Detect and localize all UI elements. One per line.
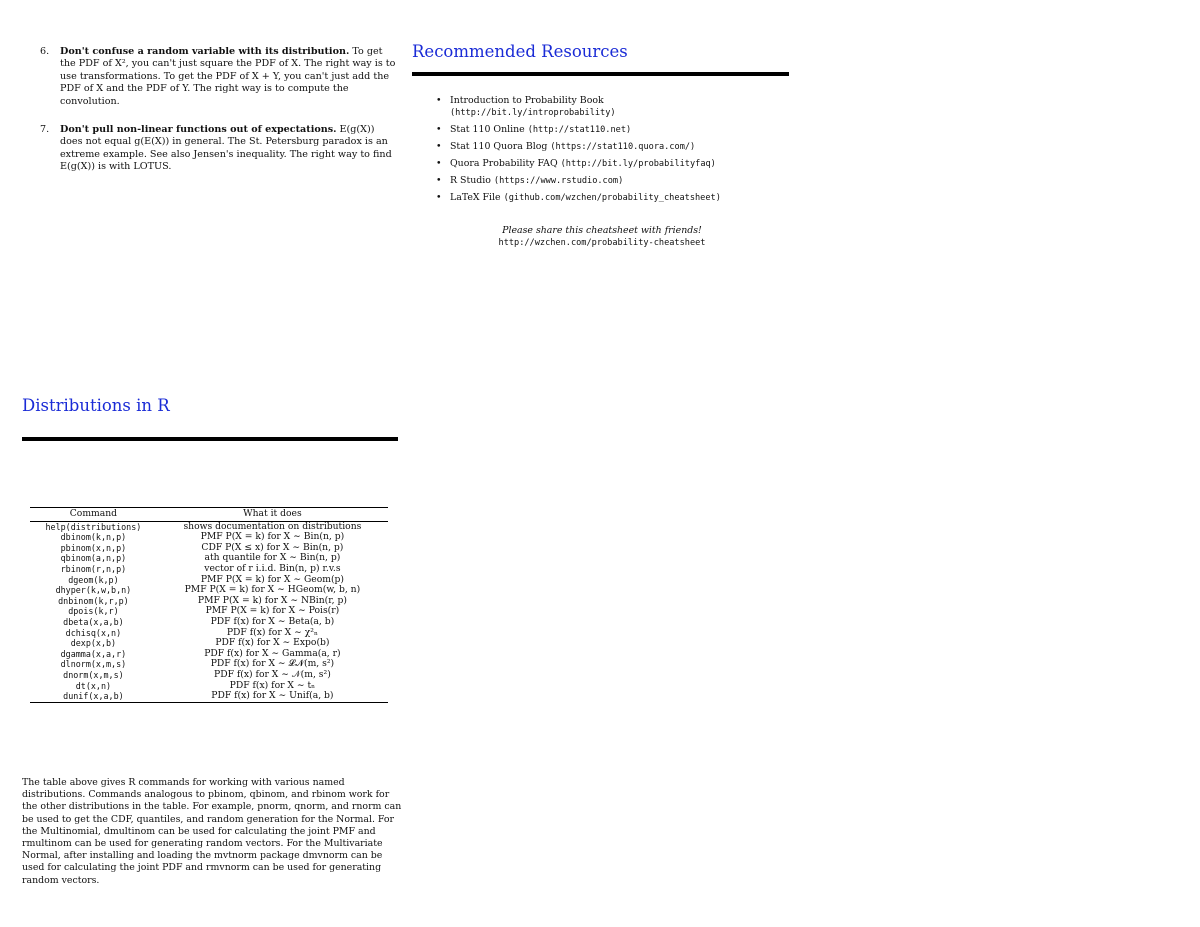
command-cell: dnorm(x,m,s)	[63, 669, 124, 680]
description-cell: PDF f(x) for X ∼ 𝓛𝓝(m, s²)	[210, 658, 335, 670]
pitfall-heading: Don't pull non-linear functions out of expectations.	[60, 124, 337, 136]
pitfall-number: 6.	[40, 46, 50, 57]
resource-url[interactable]: (http://bit.ly/introprobability)	[450, 108, 616, 118]
description-cell: PDF f(x) for X ∼ Expo(b)	[215, 637, 330, 649]
description-cell: PMF P(X = k) for X ∼ Geom(p)	[200, 573, 345, 585]
pitfall-body: To get the PDF of X², you can't just square the PDF of X. The right way is to use transformations. To get the PDF of X + Y, you can't just add the PDF of X and the PDF of Y. The right way is to compute the convolution.	[60, 46, 396, 107]
description-cell: CDF P(X ≤ x) for X ∼ Bin(n, p)	[201, 541, 344, 553]
command-cell: dnbinom(k,r,p)	[58, 595, 129, 606]
description-cell: PDF f(x) for X ∼ Beta(a, b)	[210, 615, 335, 627]
table-row	[30, 670, 388, 681]
description-cell: PMF P(X = k) for X ∼ HGeom(w, b, n)	[184, 584, 361, 596]
table-row	[30, 691, 388, 702]
command-cell: dhyper(k,w,b,n)	[55, 585, 132, 596]
resource-item[interactable]	[436, 175, 796, 187]
column-header-description: What it does	[157, 508, 388, 522]
description-cell: PDF f(x) for X ∼ χ²ₙ	[226, 626, 318, 638]
bullet-icon: •	[436, 141, 442, 152]
command-cell: dchisq(x,n)	[65, 627, 122, 638]
pitfall-heading: Don't confuse a random variable with its distribution.	[60, 46, 350, 57]
column-header-command: Command	[30, 508, 157, 522]
command-cell: dt(x,n)	[75, 680, 112, 691]
resource-label: Introduction to Probability Book	[450, 95, 604, 106]
resource-url[interactable]: (http://bit.ly/probabilityfaq)	[560, 159, 716, 169]
command-cell: rbinom(r,n,p)	[60, 563, 127, 574]
resource-item[interactable]	[436, 141, 796, 153]
bullet-icon: •	[436, 192, 442, 203]
resource-label: LaTeX File	[450, 192, 501, 203]
description-cell: PMF P(X = k) for X ∼ NBin(r, p)	[197, 594, 347, 606]
table-row	[30, 606, 388, 617]
table-row	[30, 564, 388, 575]
bullet-icon: •	[436, 124, 442, 135]
distributions-table	[30, 507, 388, 703]
pitfalls-section	[22, 46, 400, 190]
description-cell: shows documentation on distributions	[183, 520, 362, 532]
command-cell: qbinom(a,n,p)	[60, 553, 127, 564]
pitfall-body: E(g(X)) does not equal g(E(X)) in general. The St. Petersburg paradox is an extreme example. See also Jensen's inequality. The right way to find E(g(X)) is with LOTUS.	[60, 124, 392, 173]
resource-url[interactable]: (https://stat110.quora.com/)	[550, 142, 696, 152]
resource-label: Stat 110 Quora Blog	[450, 141, 548, 152]
table-row	[30, 649, 388, 660]
bullet-icon: •	[436, 158, 442, 169]
resource-item[interactable]	[436, 158, 796, 170]
table-row	[30, 659, 388, 670]
share-url[interactable]: http://wzchen.com/probability-cheatsheet	[498, 238, 706, 248]
command-cell: pbinom(x,n,p)	[60, 542, 127, 553]
pitfall-item	[22, 124, 400, 174]
description-cell: PDF f(x) for X ∼ Unif(a, b)	[157, 691, 388, 702]
description-cell: PMF P(X = k) for X ∼ Bin(n, p)	[200, 531, 345, 543]
description-cell: PDF f(x) for X ∼ 𝒩(m, s²)	[214, 668, 331, 680]
pitfalls-list	[22, 46, 400, 174]
description-cell: ath quantile for X ∼ Bin(n, p)	[204, 552, 341, 564]
resources-title: Recommended Resources	[412, 42, 628, 61]
command-cell: dlnorm(x,m,s)	[60, 659, 127, 670]
description-cell: vector of r i.i.d. Bin(n, p) r.v.s	[204, 562, 341, 574]
share-note	[412, 225, 792, 249]
resource-label: Quora Probability FAQ	[450, 158, 558, 169]
resource-item[interactable]	[436, 95, 796, 119]
table-row	[30, 617, 388, 628]
command-cell: dbeta(x,a,b)	[63, 616, 124, 627]
command-cell: dgeom(k,p)	[68, 574, 119, 585]
command-cell: dgamma(x,a,r)	[60, 648, 127, 659]
table-body	[30, 521, 388, 702]
command-cell: dpois(k,r)	[68, 606, 119, 617]
bullet-icon: •	[436, 95, 442, 106]
section-rule	[412, 72, 789, 76]
command-cell: dbinom(k,n,p)	[60, 532, 127, 543]
table-header-row	[30, 508, 388, 522]
description-cell: PDF f(x) for X ∼ tₙ	[229, 679, 316, 691]
command-cell: dunif(x,a,b)	[30, 691, 157, 702]
pitfall-number: 7.	[40, 124, 50, 136]
pitfall-item	[22, 46, 400, 108]
resource-label: R Studio	[450, 175, 491, 186]
command-cell: dexp(x,b)	[70, 638, 117, 649]
bullet-icon: •	[436, 175, 442, 186]
resource-label: Stat 110 Online	[450, 124, 525, 135]
resource-url[interactable]: (github.com/wzchen/probability_cheatsheet)	[503, 193, 721, 203]
section-rule	[22, 437, 398, 441]
command-cell: help(distributions)	[45, 521, 142, 532]
resource-item[interactable]	[436, 192, 796, 204]
resource-url[interactable]: (http://stat110.net)	[527, 125, 632, 135]
distributions-paragraph: The table above gives R commands for working with various named distributions. Commands analogous to pbinom, qbinom, and rbinom work for the other distributions in the table. For example, pnorm, qnorm, and rnorm can be used to get the CDF, quantiles, and random generation for the Normal. For the Multinomial, dmultinom can be used for calculating the joint PMF and rmultinom can be used for generating random vectors. For the Multivariate Normal, after installing and loading the mvtnorm package dmvnorm can be used for calculating the joint PDF and rmvnorm can be used for generating random vectors.	[22, 777, 402, 886]
resources-list	[436, 95, 796, 209]
distributions-title: Distributions in R	[22, 396, 170, 415]
table-row	[30, 628, 388, 639]
description-cell: PMF P(X = k) for X ∼ Pois(r)	[205, 605, 340, 617]
resource-item[interactable]	[436, 124, 796, 136]
resource-url[interactable]: (https://www.rstudio.com)	[493, 176, 624, 186]
share-line: Please share this cheatsheet with friends!	[502, 225, 702, 236]
table-row	[30, 681, 388, 692]
description-cell: PDF f(x) for X ∼ Gamma(a, r)	[204, 647, 341, 659]
